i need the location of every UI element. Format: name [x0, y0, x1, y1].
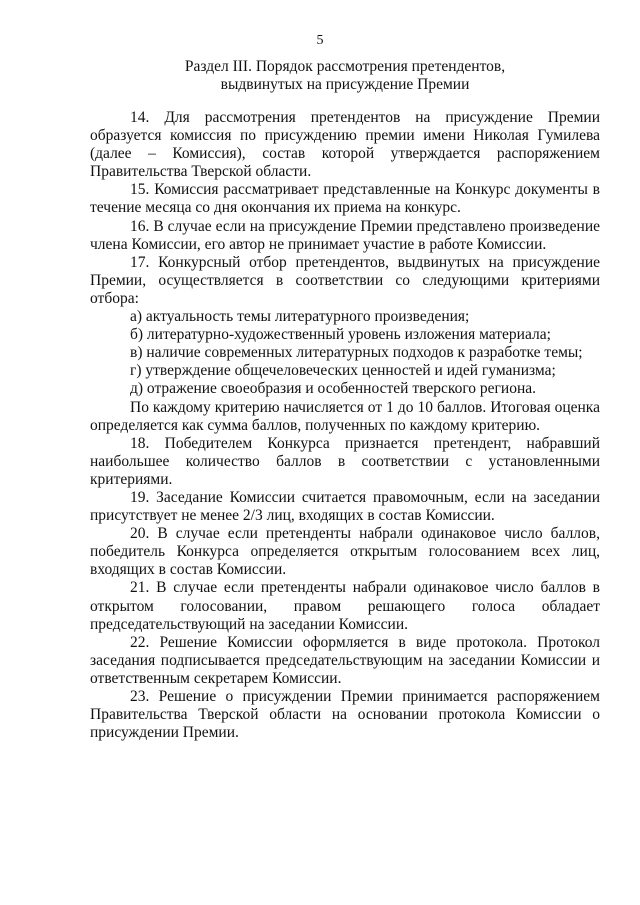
section-title-line-2: выдвинутых на присуждение Премии — [220, 76, 470, 93]
document-body — [90, 109, 600, 742]
paragraph-22: 22. Решение Комиссии оформляется в виде протокола. Протокол заседания подписывается председательствующим на заседании Комиссии и ответственным секретарем Комиссии. — [90, 633, 600, 687]
paragraph-14: 14. Для рассмотрения претендентов на присуждение Премии образуется комиссия по присуждению премии имени Николая Гумилева (далее – Комиссия), состав которой утверждается распоряжением Правительства Тверской области. — [90, 109, 600, 181]
section-title-line-1: Раздел III. Порядок рассмотрения претендентов, — [184, 58, 506, 75]
criterion-c: в) наличие современных литературных подходов к разработке темы; — [130, 344, 583, 362]
paragraph-21: 21. В случае если претенденты набрали одинаковое число баллов в открытом голосовании, правом решающего голоса обладает председательствующий на заседании Комиссии. — [90, 579, 600, 633]
criterion-d: г) утверждение общечеловеческих ценностей и идей гуманизма; — [130, 362, 556, 380]
paragraph-17: 17. Конкурсный отбор претендентов, выдвинутых на присуждение Премии, осуществляется в соответствии со следующими критериями отбора: — [90, 253, 600, 307]
paragraph-18: 18. Победителем Конкурса признается претендент, набравший наибольшее количество баллов в соответствии с установленными критериями. — [90, 434, 600, 488]
criterion-b: б) литературно-художественный уровень изложения материала; — [130, 326, 551, 344]
section-title — [90, 58, 600, 94]
paragraph-20: 20. В случае если претенденты набрали одинаковое число баллов, победитель Конкурса определяется открытым голосованием всех лиц, входящих в состав Комиссии. — [90, 525, 600, 579]
paragraph-16: 16. В случае если на присуждение Премии представлено произведение члена Комиссии, его автор не принимает участие в работе Комиссии. — [90, 217, 600, 253]
paragraph-scoring: По каждому критерию начисляется от 1 до 10 баллов. Итоговая оценка определяется как сумма баллов, полученных по каждому критерию. — [90, 398, 600, 434]
criterion-e: д) отражение своеобразия и особенностей тверского региона. — [130, 380, 536, 398]
page-number: 5 — [316, 33, 324, 48]
paragraph-15: 15. Комиссия рассматривает представленные на Конкурс документы в течение месяца со дня окончания их приема на конкурс. — [90, 181, 600, 217]
paragraph-19: 19. Заседание Комиссии считается правомочным, если на заседании присутствует не менее 2/3 лиц, входящих в состав Комиссии. — [90, 488, 600, 525]
criterion-a: а) актуальность темы литературного произведения; — [130, 308, 470, 326]
paragraph-23: 23. Решение о присуждении Премии принимается распоряжением Правительства Тверской области на основании протокола Комиссии о присуждении Премии. — [90, 688, 600, 742]
